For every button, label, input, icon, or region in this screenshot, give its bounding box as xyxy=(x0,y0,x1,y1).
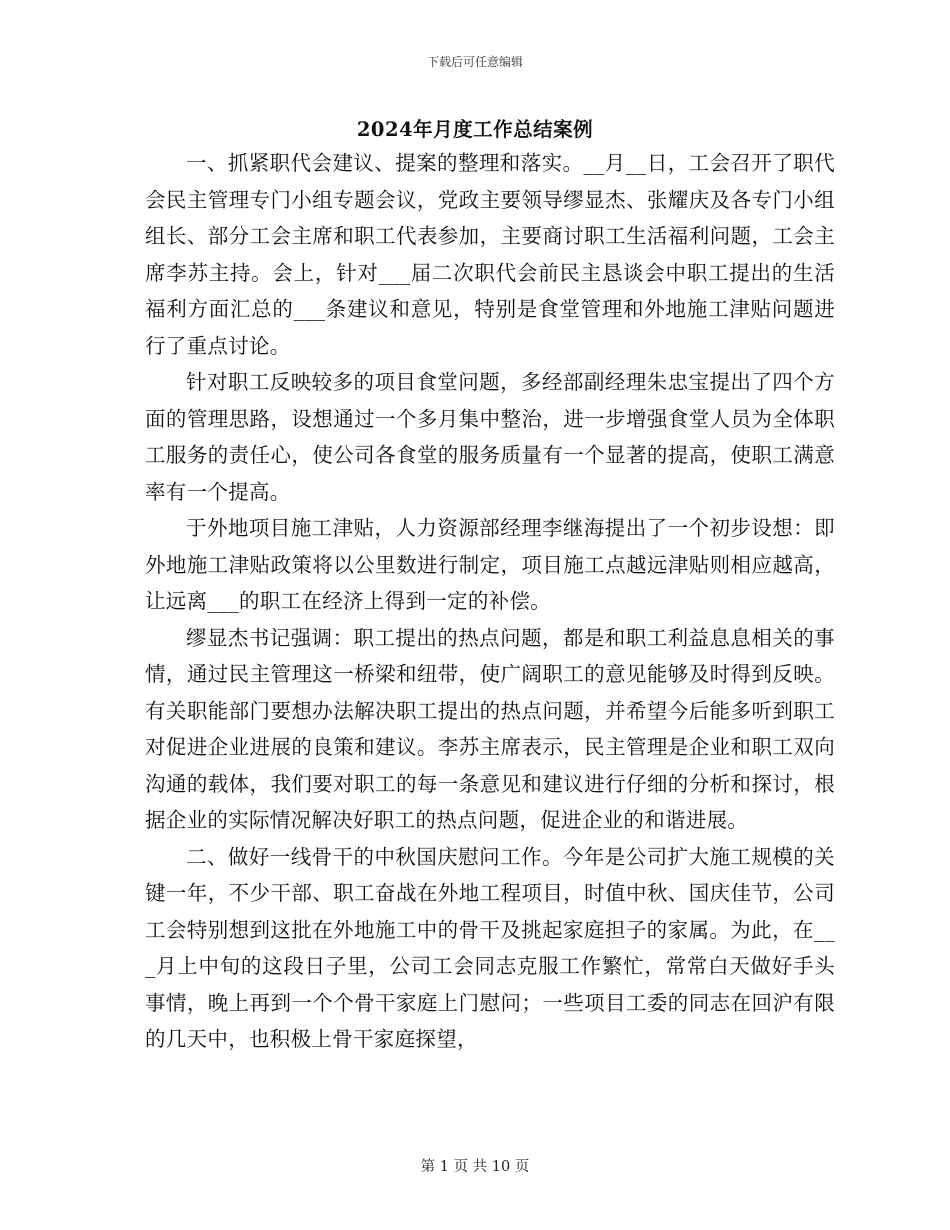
paragraph-5: 二、做好一线骨干的中秋国庆慰问工作。今年是公司扩大施工规模的关键一年，不少干部、职工奋战在外地工程项目，时值中秋、国庆佳节，公司工会特别想到这批在外地施工中的骨干及挑起家庭担子的家属。为此，在___月上中旬的这段日子里，公司工会同志克服工作繁忙，常常白天做好手头事情，晚上再到一个个骨干家庭上门慰问；一些项目工委的同志在回沪有限的几天中，也积极上骨干家庭探望， xyxy=(145,844,835,1051)
header-note: 下载后可任意编辑 xyxy=(426,55,523,69)
document-body xyxy=(145,145,835,1058)
document-title: 2024年月度工作总结案例 xyxy=(356,118,594,141)
paragraph-2: 针对职工反映较多的项目食堂问题，多经部副经理朱忠宝提出了四个方面的管理思路，设想通过一个多月集中整治，进一步增强食堂人员为全体职工服务的责任心，使公司各食堂的服务质量有一个显著的提高，使职工满意率有一个提高。 xyxy=(145,370,835,504)
paragraph-1: 一、抓紧职代会建议、提案的整理和落实。__月__日，工会召开了职代会民主管理专门小组专题会议，党政主要领导缪显杰、张耀庆及各专门小组组长、部分工会主席和职工代表参加，主要商讨职工生活福利问题，工会主席李苏主持。会上，针对___届二次职代会前民主恳谈会中职工提出的生活福利方面汇总的___条建议和意见，特别是食堂管理和外地施工津贴问题进行了重点讨论。 xyxy=(145,151,835,358)
paragraph-3: 于外地项目施工津贴，人力资源部经理李继海提出了一个初步设想：即外地施工津贴政策将以公里数进行制定，项目施工点越远津贴则相应越高，让远离___的职工在经济上得到一定的补偿。 xyxy=(145,516,835,613)
page-number: 第 1 页 共 10 页 xyxy=(420,1159,530,1175)
paragraph-4: 缪显杰书记强调：职工提出的热点问题，都是和职工利益息息相关的事情，通过民主管理这一桥梁和纽带，使广阔职工的意见能够及时得到反映。有关职能部门要想办法解决职工提出的热点问题，并希望今后能多听到职工对促进企业进展的良策和建议。李苏主席表示，民主管理是企业和职工双向沟通的载体，我们要对职工的每一条意见和建议进行仔细的分析和探讨，根据企业的实际情况解决好职工的热点问题，促进企业的和谐进展。 xyxy=(145,625,835,832)
